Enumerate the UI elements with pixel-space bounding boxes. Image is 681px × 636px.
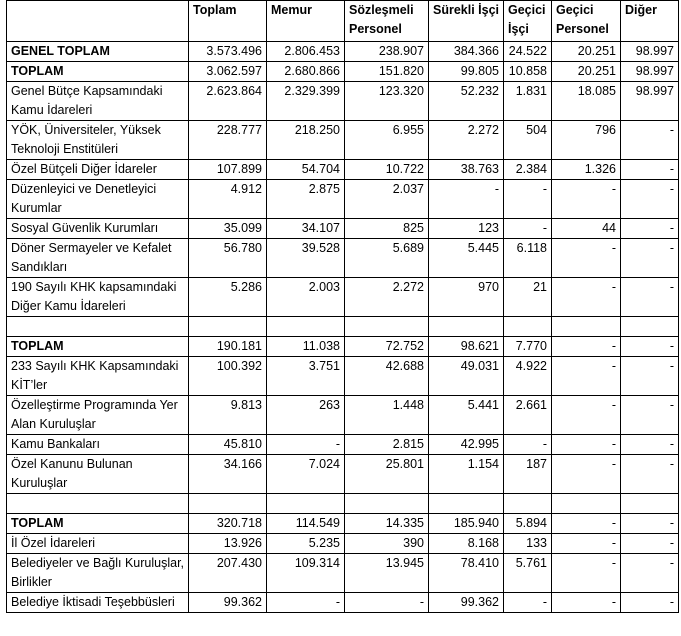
value-cell: 5.235 (267, 534, 345, 554)
spacer-row (7, 494, 679, 514)
value-cell: 263 (267, 396, 345, 435)
row-label: 233 Sayılı KHK Kapsamındaki KİT’ler (7, 357, 189, 396)
value-cell: - (621, 357, 679, 396)
value-cell: - (552, 593, 621, 613)
value-cell: 2.329.399 (267, 82, 345, 121)
value-cell: 390 (345, 534, 429, 554)
value-cell: - (621, 554, 679, 593)
value-cell: - (345, 593, 429, 613)
value-cell: 2.623.864 (189, 82, 267, 121)
value-cell: 2.661 (504, 396, 552, 435)
value-cell: 2.384 (504, 160, 552, 180)
value-cell: - (552, 278, 621, 317)
value-cell: - (504, 180, 552, 219)
value-cell: - (621, 534, 679, 554)
table-row (7, 180, 679, 219)
empty-cell (189, 317, 267, 337)
value-cell: 5.286 (189, 278, 267, 317)
empty-cell (345, 317, 429, 337)
value-cell: 3.062.597 (189, 62, 267, 82)
value-cell: 3.573.496 (189, 42, 267, 62)
row-label: GENEL TOPLAM (7, 42, 189, 62)
value-cell: 7.770 (504, 337, 552, 357)
value-cell: 825 (345, 219, 429, 239)
empty-cell (267, 317, 345, 337)
value-cell: 228.777 (189, 121, 267, 160)
row-label: YÖK, Üniversiteler, Yüksek Teknoloji Enstitüleri (7, 121, 189, 160)
value-cell: - (429, 180, 504, 219)
value-cell: - (552, 337, 621, 357)
empty-cell (7, 494, 189, 514)
header-row (7, 1, 679, 42)
value-cell: 20.251 (552, 62, 621, 82)
value-cell: 190.181 (189, 337, 267, 357)
value-cell: 3.751 (267, 357, 345, 396)
value-cell: 185.940 (429, 514, 504, 534)
value-cell: - (552, 514, 621, 534)
empty-cell (429, 494, 504, 514)
row-label: Belediyeler ve Bağlı Kuruluşlar, Birlikler (7, 554, 189, 593)
value-cell: 2.815 (345, 435, 429, 455)
row-label: Genel Bütçe Kapsamındaki Kamu İdareleri (7, 82, 189, 121)
value-cell: 38.763 (429, 160, 504, 180)
table-row (7, 593, 679, 613)
value-cell: - (552, 357, 621, 396)
value-cell: 504 (504, 121, 552, 160)
table-row (7, 554, 679, 593)
value-cell: - (267, 593, 345, 613)
value-cell: 21 (504, 278, 552, 317)
value-cell: 6.118 (504, 239, 552, 278)
value-cell: - (552, 239, 621, 278)
value-cell: 2.806.453 (267, 42, 345, 62)
table-row (7, 357, 679, 396)
value-cell: 99.362 (429, 593, 504, 613)
value-cell: - (504, 593, 552, 613)
value-cell: 2.272 (429, 121, 504, 160)
header-memur: Memur (267, 1, 345, 42)
table-row (7, 219, 679, 239)
value-cell: - (621, 435, 679, 455)
row-label: TOPLAM (7, 337, 189, 357)
value-cell: 5.441 (429, 396, 504, 435)
empty-cell (189, 494, 267, 514)
empty-cell (267, 494, 345, 514)
value-cell: 52.232 (429, 82, 504, 121)
value-cell: - (552, 534, 621, 554)
value-cell: 35.099 (189, 219, 267, 239)
value-cell: - (621, 121, 679, 160)
value-cell: 2.680.866 (267, 62, 345, 82)
table-row (7, 278, 679, 317)
empty-cell (504, 317, 552, 337)
empty-cell (552, 317, 621, 337)
value-cell: 98.997 (621, 62, 679, 82)
value-cell: 7.024 (267, 455, 345, 494)
empty-cell (345, 494, 429, 514)
value-cell: 796 (552, 121, 621, 160)
table-row (7, 121, 679, 160)
table-row (7, 82, 679, 121)
row-label: TOPLAM (7, 62, 189, 82)
value-cell: 5.689 (345, 239, 429, 278)
value-cell: 34.107 (267, 219, 345, 239)
value-cell: - (621, 455, 679, 494)
value-cell: - (621, 239, 679, 278)
table-row (7, 435, 679, 455)
value-cell: 42.688 (345, 357, 429, 396)
value-cell: 44 (552, 219, 621, 239)
value-cell: 2.003 (267, 278, 345, 317)
row-label: Özel Kanunu Bulunan Kuruluşlar (7, 455, 189, 494)
value-cell: - (621, 278, 679, 317)
header-sozlesmeli: Sözleşmeli Personel (345, 1, 429, 42)
value-cell: - (621, 219, 679, 239)
value-cell: 1.448 (345, 396, 429, 435)
row-label: Düzenleyici ve Denetleyici Kurumlar (7, 180, 189, 219)
empty-cell (7, 317, 189, 337)
value-cell: - (621, 160, 679, 180)
value-cell: 72.752 (345, 337, 429, 357)
value-cell: 4.922 (504, 357, 552, 396)
value-cell: - (552, 455, 621, 494)
value-cell: 18.085 (552, 82, 621, 121)
empty-cell (621, 317, 679, 337)
value-cell: 42.995 (429, 435, 504, 455)
value-cell: 98.997 (621, 42, 679, 62)
table-row (7, 514, 679, 534)
value-cell: 123 (429, 219, 504, 239)
spacer-row (7, 317, 679, 337)
value-cell: - (552, 396, 621, 435)
header-gecici-personel: Geçici Personel (552, 1, 621, 42)
value-cell: - (552, 554, 621, 593)
value-cell: 45.810 (189, 435, 267, 455)
value-cell: 218.250 (267, 121, 345, 160)
table-row (7, 42, 679, 62)
empty-cell (621, 494, 679, 514)
value-cell: - (621, 514, 679, 534)
value-cell: 2.037 (345, 180, 429, 219)
value-cell: 1.831 (504, 82, 552, 121)
value-cell: - (504, 219, 552, 239)
value-cell: 10.858 (504, 62, 552, 82)
row-label: Özel Bütçeli Diğer İdareler (7, 160, 189, 180)
value-cell: 320.718 (189, 514, 267, 534)
value-cell: 78.410 (429, 554, 504, 593)
row-label: Belediye İktisadi Teşebbüsleri (7, 593, 189, 613)
value-cell: 187 (504, 455, 552, 494)
value-cell: 39.528 (267, 239, 345, 278)
value-cell: - (621, 396, 679, 435)
value-cell: 100.392 (189, 357, 267, 396)
table-row (7, 396, 679, 435)
value-cell: 970 (429, 278, 504, 317)
header-surekli: Sürekli İşçi (429, 1, 504, 42)
value-cell: - (267, 435, 345, 455)
value-cell: 5.445 (429, 239, 504, 278)
value-cell: 98.621 (429, 337, 504, 357)
value-cell: 25.801 (345, 455, 429, 494)
value-cell: 10.722 (345, 160, 429, 180)
value-cell: 20.251 (552, 42, 621, 62)
value-cell: 54.704 (267, 160, 345, 180)
empty-cell (552, 494, 621, 514)
value-cell: - (552, 180, 621, 219)
value-cell: 13.945 (345, 554, 429, 593)
personnel-table (6, 0, 679, 613)
value-cell: 24.522 (504, 42, 552, 62)
value-cell: 5.761 (504, 554, 552, 593)
value-cell: 49.031 (429, 357, 504, 396)
table-row (7, 337, 679, 357)
row-label: Sosyal Güvenlik Kurumları (7, 219, 189, 239)
value-cell: 1.326 (552, 160, 621, 180)
row-label: Özelleştirme Programında Yer Alan Kuruluşlar (7, 396, 189, 435)
value-cell: 14.335 (345, 514, 429, 534)
value-cell: 56.780 (189, 239, 267, 278)
value-cell: 9.813 (189, 396, 267, 435)
table-row (7, 239, 679, 278)
header-blank (7, 1, 189, 42)
value-cell: 151.820 (345, 62, 429, 82)
header-diger: Diğer (621, 1, 679, 42)
value-cell: 34.166 (189, 455, 267, 494)
value-cell: 384.366 (429, 42, 504, 62)
value-cell: 6.955 (345, 121, 429, 160)
header-gecici-isci: Geçici İşçi (504, 1, 552, 42)
value-cell: 107.899 (189, 160, 267, 180)
empty-cell (504, 494, 552, 514)
value-cell: 11.038 (267, 337, 345, 357)
row-label: TOPLAM (7, 514, 189, 534)
value-cell: 2.272 (345, 278, 429, 317)
value-cell: 98.997 (621, 82, 679, 121)
value-cell: 99.805 (429, 62, 504, 82)
value-cell: 5.894 (504, 514, 552, 534)
value-cell: 109.314 (267, 554, 345, 593)
row-label: Döner Sermayeler ve Kefalet Sandıkları (7, 239, 189, 278)
value-cell: 4.912 (189, 180, 267, 219)
value-cell: - (621, 593, 679, 613)
value-cell: 238.907 (345, 42, 429, 62)
value-cell: 99.362 (189, 593, 267, 613)
value-cell: 2.875 (267, 180, 345, 219)
value-cell: - (552, 435, 621, 455)
table-body (7, 42, 679, 613)
value-cell: 1.154 (429, 455, 504, 494)
value-cell: - (621, 337, 679, 357)
value-cell: 13.926 (189, 534, 267, 554)
value-cell: - (621, 180, 679, 219)
value-cell: 114.549 (267, 514, 345, 534)
value-cell: 123.320 (345, 82, 429, 121)
value-cell: 133 (504, 534, 552, 554)
value-cell: 8.168 (429, 534, 504, 554)
table-row (7, 455, 679, 494)
table-row (7, 160, 679, 180)
header-toplam: Toplam (189, 1, 267, 42)
row-label: İl Özel İdareleri (7, 534, 189, 554)
value-cell: 207.430 (189, 554, 267, 593)
table-row (7, 534, 679, 554)
value-cell: - (504, 435, 552, 455)
table-row (7, 62, 679, 82)
empty-cell (429, 317, 504, 337)
row-label: Kamu Bankaları (7, 435, 189, 455)
row-label: 190 Sayılı KHK kapsamındaki Diğer Kamu İdareleri (7, 278, 189, 317)
